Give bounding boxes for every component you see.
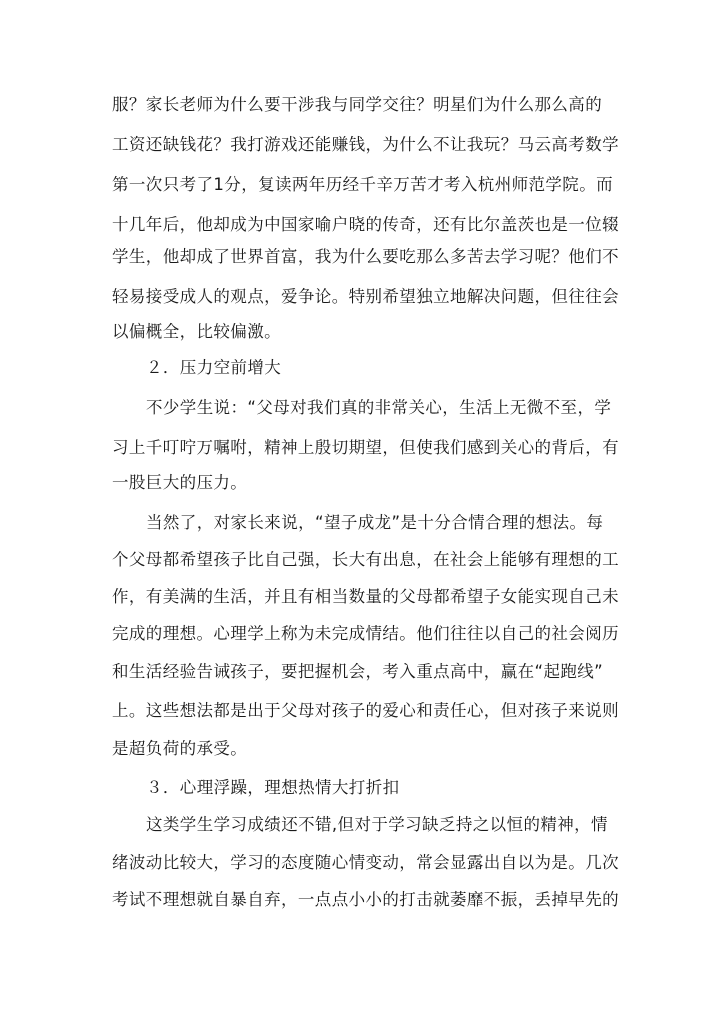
paragraph-line: 习上千叮咛万嘱咐，精神上殷切期望，但使我们感到关心的背后，有 (112, 438, 619, 457)
paragraph-line: 和生活经验告诫孩子，要把握机会，考入重点高中，赢在“起跑线” (112, 662, 604, 681)
paragraph-line: 绪波动比较大，学习的态度随心情变动，常会显露出自以为是。几次 (112, 853, 619, 872)
paragraph-line: 学生，他却成了世界首富，我为什么要吃那么多苦去学习呢？他们不 (112, 247, 619, 266)
paragraph-line: 是超负荷的承受。 (112, 739, 248, 758)
paragraph-line: 轻易接受成人的观点，爱争论。特别希望独立地解决问题，但往往会 (112, 287, 619, 306)
paragraph-line: 这类学生学习成绩还不错,但对于学习缺乏持之以恒的精神，情 (146, 815, 608, 834)
paragraph-line: 当然了，对家长来说，“望子成龙”是十分合情合理的想法。每 (146, 513, 604, 532)
paragraph-line: 上。这些想法都是出于父母对孩子的爱心和责任心，但对孩子来说则 (112, 701, 619, 720)
paragraph-line: 一股巨大的压力。 (112, 473, 248, 492)
paragraph-line: 不少学生说：“父母对我们真的非常关心，生活上无微不至，学 (146, 398, 612, 417)
paragraph-line: 完成的理想。心理学上称为未完成情结。他们往往以自己的社会阅历 (112, 624, 619, 643)
section-heading: ３．心理浮躁，理想热情大打折扣 (146, 778, 400, 797)
paragraph-line: 第一次只考了1分，复读两年历经千辛万苦才考入杭州师范学院。而 (112, 175, 613, 194)
section-heading: ２．压力空前增大 (146, 358, 282, 377)
paragraph-line: 十几年后，他却成为中国家喻户晓的传奇，还有比尔盖茨也是一位辍 (112, 215, 619, 234)
paragraph-line: 个父母都希望孩子比自己强，长大有出息，在社会上能够有理想的工 (112, 550, 619, 569)
paragraph-line: 作，有美满的生活，并且有相当数量的父母都希望子女能实现自己未 (112, 587, 619, 606)
paragraph-line: 工资还缺钱花？我打游戏还能赚钱，为什么不让我玩？马云高考数学 (112, 135, 619, 154)
paragraph-line: 以偏概全，比较偏激。 (112, 322, 281, 341)
paragraph-line: 服？家长老师为什么要干涉我与同学交往？明星们为什么那么高的 (112, 95, 603, 114)
paragraph-line: 考试不理想就自暴自弃，一点点小小的打击就萎靡不振，丢掉早先的 (112, 890, 619, 909)
